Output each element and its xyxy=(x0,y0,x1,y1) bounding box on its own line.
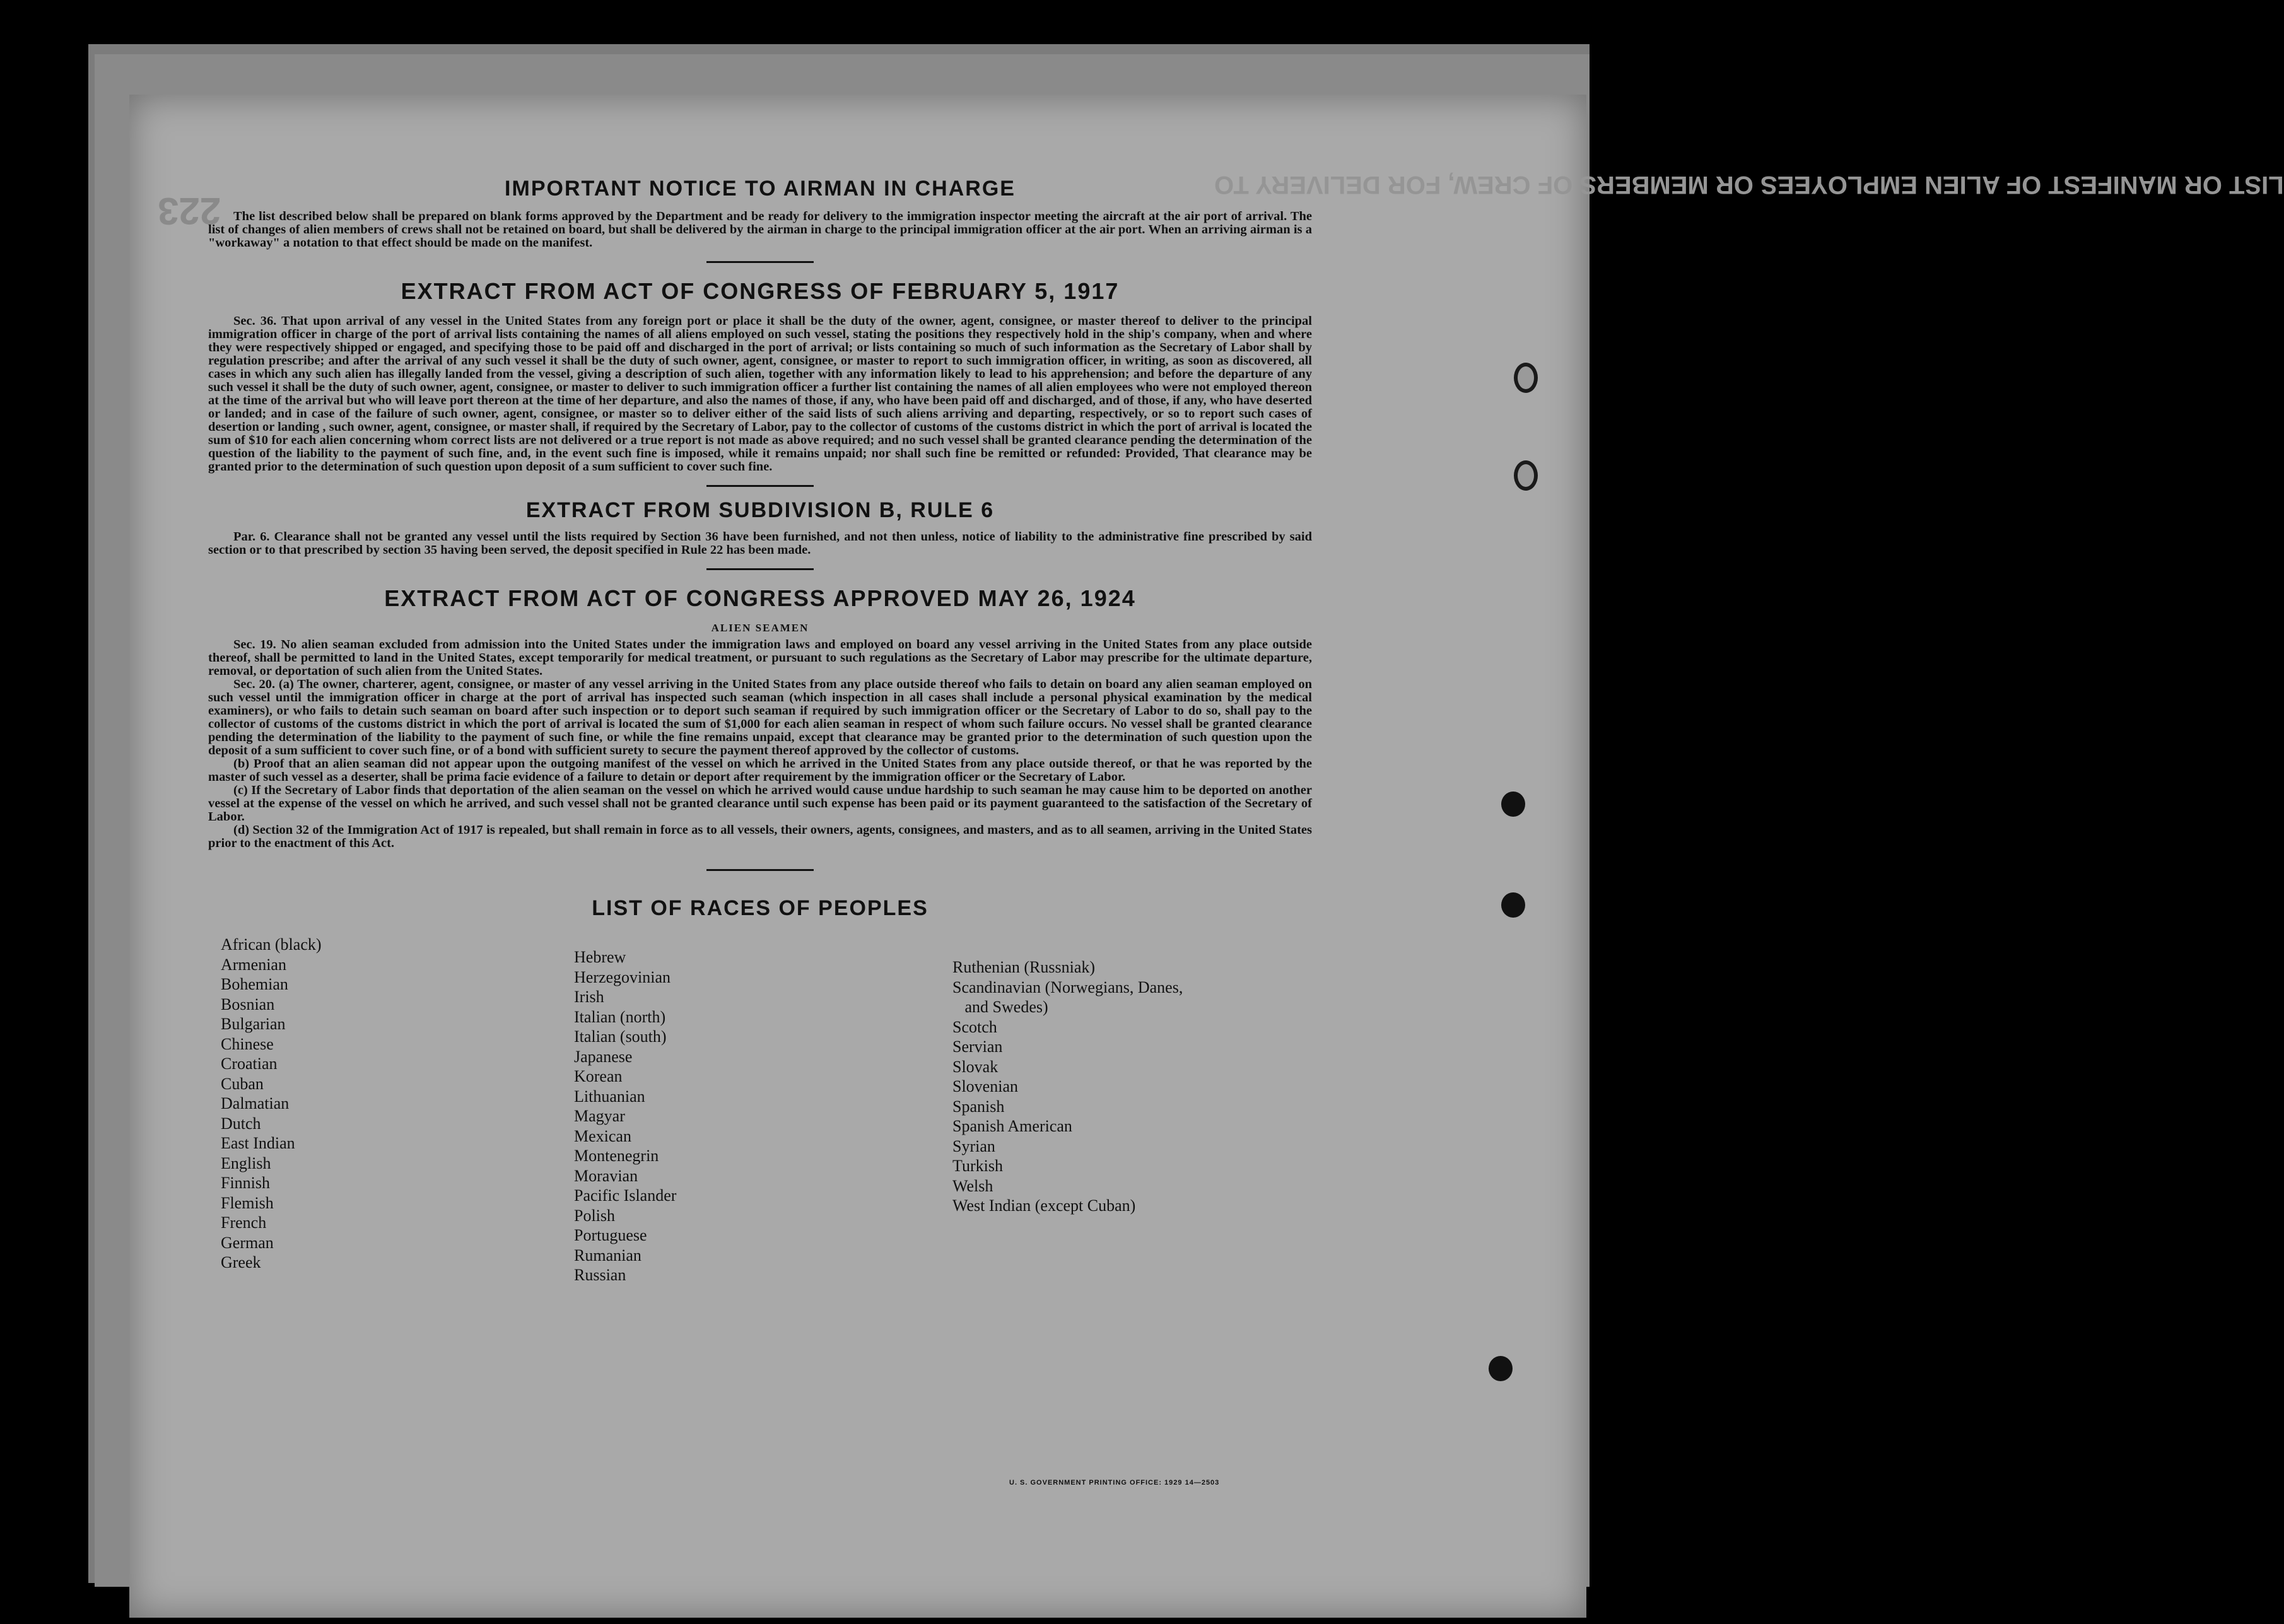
race-item: German xyxy=(221,1233,274,1252)
divider-3 xyxy=(706,568,814,570)
race-item: Flemish xyxy=(221,1193,274,1212)
punch-hole-3 xyxy=(1489,1356,1513,1381)
act-1917-text: Sec. 36. That upon arrival of any vessel in the United States from any foreign port or place it shall be the duty of the owner, agent, consignee, or master thereof to deliver to the principal immigration officer in charge of the port of arrival lists containing the names of all aliens employed on such vessel, stating the positions they respectively hold in the ship's company, when and where they were respectively shipped or engaged, and specifying those to be paid off and discharged in the port of arrival; or lists containing so much of such information as the Secretary of Labor shall by regulation prescribe; and after the arrival of any such vessel it shall be the duty of such owner, agent, consignee, or master to report to such immigration officer, in writing, as soon as discovered, all cases in which any such alien has illegally landed from the vessel, giving a description of such alien, together with any information likely to lead to his apprehension; and before the departure of any such vessel it shall be the duty of such owner, agent, consignee, or master to deliver to such immigration officer a further list containing the names of all alien employees who were not employed thereon at the time of the arrival but who will leave port thereon at the time of her departure, and also the names of those, if any, who have been paid off and discharged, and of those, if any, who have deserted or landed; and in case of the failure of such owner, agent, consignee, or master so to deliver either of the said lists of such aliens arriving and departing, respectively, or so to report such cases of desertion or landing , such owner, agent, consignee, or master shall, if required by the Secretary of Labor, pay to the collector of customs of the customs district in which the port of arrival is located the sum of $10 for each alien concerning whom correct lists are not delivered or a true report is not made as above required; and no such vessel shall be granted clearance pending the determination of the question of the liability to the payment of such fine, and, in the event such fine is imposed, while it remains unpaid; nor shall such fine be remitted or refunded: Provided, That clearance may be granted prior to the determination of such question upon deposit of a sum sufficient to cover such fine. xyxy=(208,314,1312,474)
race-item: West Indian (except Cuban) xyxy=(952,1196,1136,1215)
race-item: Montenegrin xyxy=(574,1147,659,1165)
sec-20d-text: (d) Section 32 of the Immigration Act of 1917 is repealed, but shall remain in force as to all vessels, their owners, agents, consignees, and masters, and as to all seamen, arriving in the United States prior to the enactment of this Act. xyxy=(208,823,1312,850)
act-1924-title: EXTRACT FROM ACT OF CONGRESS APPROVED MAY 26, 1924 xyxy=(384,585,1136,611)
race-item: Spanish American xyxy=(952,1117,1072,1135)
sec-19-text: Sec. 19. No alien seaman excluded from admission into the United States under the immigration laws and employed on board any vessel arriving in the United States from any place outside thereof, shall be permitted to land in the United States, except temporarily for medical treatment, or pursuant to such regulations as the Secretary of Labor may prescribe for the ultimate departure, removal, or deportation of such alien from the United States. xyxy=(208,638,1312,678)
races-list xyxy=(208,935,1312,1285)
divider-2 xyxy=(706,485,814,487)
race-item: Hebrew xyxy=(574,948,626,966)
alien-seamen-subtitle: ALIEN SEAMEN xyxy=(711,622,809,634)
race-item: English xyxy=(221,1154,271,1172)
document-text xyxy=(208,177,1312,1285)
race-item: Slovenian xyxy=(952,1077,1018,1095)
race-item: African (black) xyxy=(221,935,322,954)
race-item: East Indian xyxy=(221,1134,295,1152)
punch-hole-2 xyxy=(1501,892,1525,918)
rule-6-section xyxy=(208,498,1312,570)
race-item: Italian (south) xyxy=(574,1027,667,1046)
notice-title: IMPORTANT NOTICE TO AIRMAN IN CHARGE xyxy=(505,177,1016,201)
race-item: Russian xyxy=(574,1266,626,1284)
race-item: Bosnian xyxy=(221,995,275,1014)
races-column-3 xyxy=(952,957,1306,1285)
race-item: Chinese xyxy=(221,1034,274,1053)
act-1917-section xyxy=(208,278,1312,487)
race-item: Finnish xyxy=(221,1174,271,1192)
race-item: Slovak xyxy=(952,1057,999,1076)
race-item: Mexican xyxy=(574,1126,631,1145)
races-column-2 xyxy=(574,947,877,1285)
race-item: Lithuanian xyxy=(574,1087,645,1106)
race-item: Magyar xyxy=(574,1107,625,1125)
races-section xyxy=(208,896,1312,1285)
race-item: Syrian xyxy=(952,1136,995,1155)
race-item: Korean xyxy=(574,1067,623,1085)
race-item: Scandinavian (Norwegians, Danes, xyxy=(952,978,1183,996)
divider-4 xyxy=(706,869,814,871)
race-item: Servian xyxy=(952,1037,1003,1056)
race-item: Bohemian xyxy=(221,975,288,993)
races-column-1 xyxy=(221,935,498,1285)
punch-hole-1 xyxy=(1501,792,1525,817)
sec-20a-text: Sec. 20. (a) The owner, charterer, agent, consignee, or master of any vessel arriving in the United States from any place outside thereof who fails to detain on board any alien seaman employed on such vessel until the immigration officer in charge at the port of arrival has inspected such seaman (which inspection in all cases shall include a personal physical examination by the medical examiners), or who fails to detain such seaman on board after such inspection or to deport such seaman if required by such immigration officer or the Secretary of Labor to do so, shall pay to the collector of customs of the customs district in which the port of arrival is located the sum of $1,000 for each alien seaman in respect of whom such failure occurs. No vessel shall be granted clearance pending the determination of the liability to the payment of such fine, or while the fine remains unpaid, except that clearance may be granted prior to the determination of such question upon the deposit of a sum sufficient to cover such fine, or of a bond with sufficient surety to secure the payment thereof approved by the collector of customs. xyxy=(208,677,1312,757)
race-item: Bulgarian xyxy=(221,1015,286,1033)
race-item: Irish xyxy=(574,988,604,1006)
race-item: Pacific Islander xyxy=(574,1186,677,1205)
race-item: Moravian xyxy=(574,1166,638,1185)
race-item: and Swedes) xyxy=(952,998,1048,1016)
race-item: French xyxy=(221,1213,267,1232)
race-item: Portuguese xyxy=(574,1226,647,1244)
race-item: Herzegovinian xyxy=(574,967,671,986)
act-1917-title: EXTRACT FROM ACT OF CONGRESS OF FEBRUARY 5, 1917 xyxy=(401,278,1120,304)
bleed-through-heading: LIST OR MANIFEST OF ALIEN EMPLOYEES OR MEMBERS OF CREW, FOR DELIVERY TO xyxy=(1214,171,2284,199)
punch-hole-open-1 xyxy=(1514,363,1538,393)
race-item: Turkish xyxy=(952,1157,1003,1175)
races-title: LIST OF RACES OF PEOPLES xyxy=(592,896,928,920)
race-item: Ruthenian (Russniak) xyxy=(952,958,1096,976)
sec-20c-text: (c) If the Secretary of Labor finds that deportation of the alien seaman on the vessel on which he arrived would cause undue hardship to such seaman he may cause him to be deported on another vessel at the expense of the vessel on which he arrived, and such vessel shall not be granted clearance until such expense has been paid or its payment guaranteed to the satisfaction of the Secretary of Labor. xyxy=(208,783,1312,824)
notice-section xyxy=(208,177,1312,263)
race-item: Rumanian xyxy=(574,1246,641,1265)
notice-text: The list described below shall be prepared on blank forms approved by the Department and be ready for delivery to the immigration inspector meeting the aircraft at the air port of arrival. The list of changes of alien members of crews shall not be retained on board, but shall be delivered by the airman in charge to the principal immigration officer at the air port. When an arriving airman is a "workaway" a notation to that effect should be made on the manifest. xyxy=(208,209,1312,250)
race-item: Cuban xyxy=(221,1074,264,1093)
race-item: Spanish xyxy=(952,1097,1005,1116)
rule-6-title: EXTRACT FROM SUBDIVISION B, RULE 6 xyxy=(525,498,995,522)
race-item: Armenian xyxy=(221,955,286,974)
race-item: Croatian xyxy=(221,1054,278,1073)
race-item: Japanese xyxy=(574,1047,633,1066)
divider-1 xyxy=(706,261,814,263)
race-item: Greek xyxy=(221,1253,261,1271)
bleed-through-page-number: 223 xyxy=(158,190,221,232)
race-item: Italian (north) xyxy=(574,1007,666,1026)
rule-6-text: Par. 6. Clearance shall not be granted any vessel until the lists required by Section 36 have been furnished, and not then unless, notice of liability to the administrative fine prescribed by said section or to that prescribed by section 35 having been served, the deposit specified in Rule 22 has been made. xyxy=(208,530,1312,557)
act-1924-section xyxy=(208,585,1312,871)
race-item: Dutch xyxy=(221,1114,261,1133)
race-item: Scotch xyxy=(952,1017,997,1036)
punch-hole-open-2 xyxy=(1514,460,1538,491)
printing-office-footer: U. S. GOVERNMENT PRINTING OFFICE: 1929 14—2503 xyxy=(1009,1479,1220,1487)
race-item: Polish xyxy=(574,1206,616,1225)
sec-20b-text: (b) Proof that an alien seaman did not appear upon the outgoing manifest of the vessel on which he arrived in the United States from any place outside thereof, or that he was reported by the master of such vessel as a deserter, shall be prima facie evidence of a failure to detain or deport after requirement by the immigration officer or the Secretary of Labor. xyxy=(208,757,1312,784)
race-item: Dalmatian xyxy=(221,1094,290,1113)
race-item: Welsh xyxy=(952,1176,993,1195)
